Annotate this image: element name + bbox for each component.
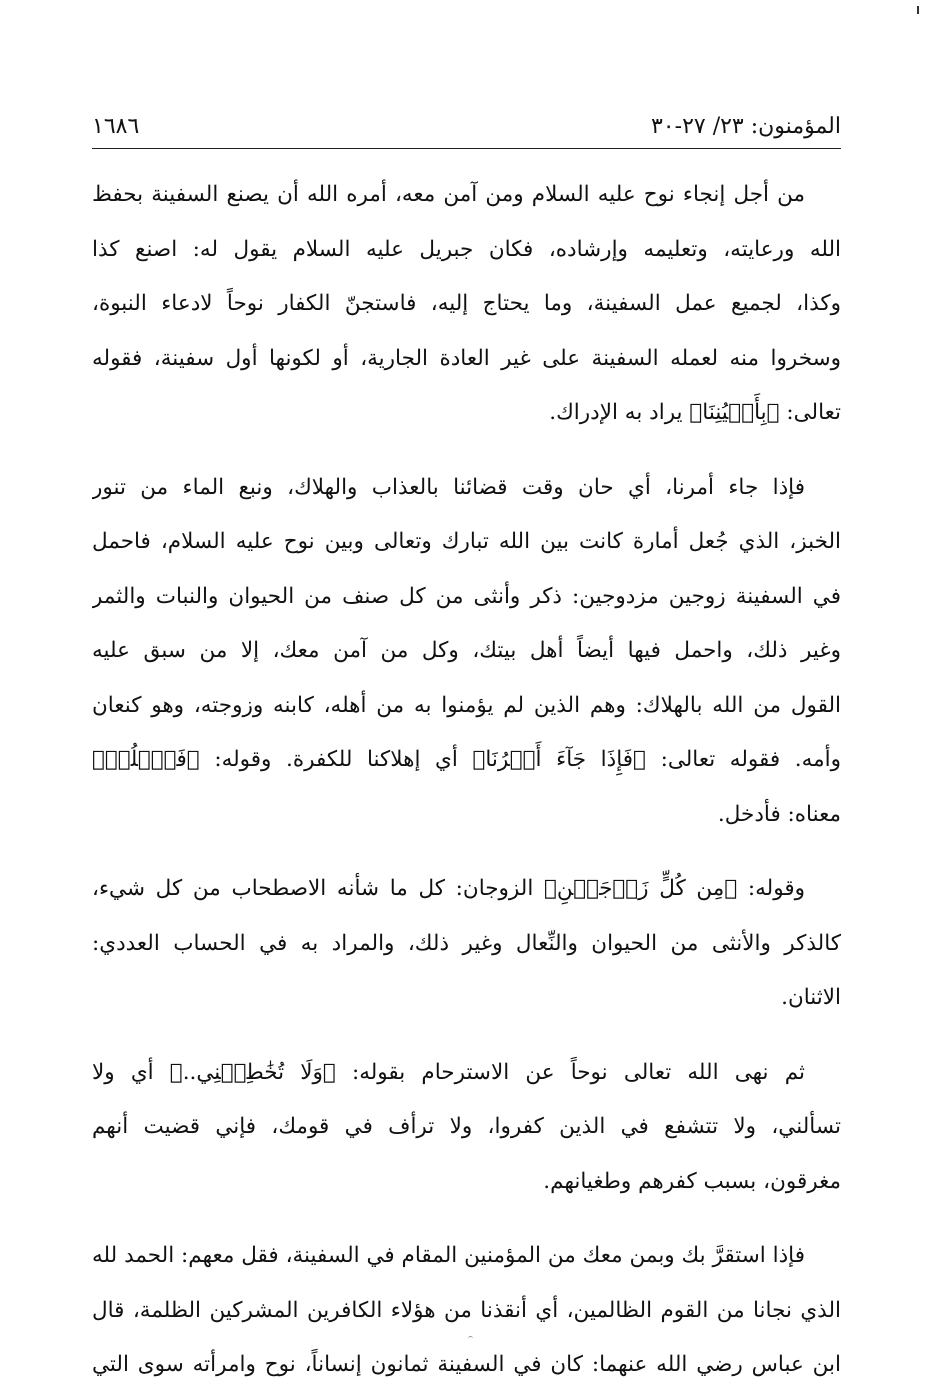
text-line: وغير ذلك، واحمل فيها أيضاً أهل بيتك، وكل من آمن معك، إلا من سبق عليه <box>92 638 841 663</box>
paragraph <box>92 1229 841 1393</box>
page-number: ١٦٨٦ <box>92 114 140 139</box>
text-line: الاثنان. <box>781 985 841 1010</box>
text-line: تسألني، ولا تتشفع في الذين كفروا، ولا ترأف في قومك، فإني قضيت أنهم <box>92 1114 841 1139</box>
running-header <box>92 108 841 144</box>
header-rule <box>92 148 841 149</box>
text-line: وكذا، لجميع عمل السفينة، وما يحتاج إليه، فاستجنّ الكفار نوحاً لادعاء النبوة، <box>92 291 841 316</box>
text-line: القول من الله بالهلاك: وهم الذين لم يؤمنوا به من أهله، كابنه وزوجته، وهو كنعان <box>92 692 841 718</box>
body-text <box>92 168 841 1393</box>
text-line: وقوله: ﴿مِن كُلٍّ زَوۡجَيۡنِ﴾ الزوجان: كل ما شأنه الاصطحاب من كل شيء، <box>92 876 805 901</box>
text-line: ابن عباس رضي الله عنهما: كان في السفينة ثمانون إنساناً، نوح وامرأته سوى التي <box>92 1352 841 1377</box>
scan-mark <box>468 1336 473 1340</box>
text-line: تعالى: ﴿بِأَعۡيُنِنَا﴾ يراد به الإدراك. <box>549 400 841 425</box>
paragraph-gap <box>92 1026 841 1046</box>
text-line: وسخروا منه لعمله السفينة على غير العادة الجارية، أو لكونها أول سفينة، فقوله <box>92 345 841 371</box>
text-line: فإذا جاء أمرنا، أي حان وقت قضائنا بالعذاب والهلاك، ونبع الماء من تنور <box>92 474 805 500</box>
text-line: من أجل إنجاء نوح عليه السلام ومن آمن معه، أمره الله أن يصنع السفينة بحفظ <box>92 182 805 207</box>
scan-mark <box>917 6 919 14</box>
text-line: الذي نجانا من القوم الظالمين، أي أنقذنا من هؤلاء الكافرين المشركين الظلمة، قال <box>92 1297 841 1323</box>
text-line: الخبز، الذي جُعل أمارة كانت بين الله تبارك وتعالى وبين نوح عليه السلام، فاحمل <box>92 529 841 554</box>
text-line: معناه: فأدخل. <box>717 801 841 827</box>
text-line: وأمه. فقوله تعالى: ﴿فَإِذَا جَآءَ أَمۡرُنَا﴾ أي إهلاكنا للكفرة. وقوله: ﴿فَٱسۡلُكۡ﴾ <box>92 747 841 772</box>
paragraph-gap <box>92 842 841 862</box>
paragraph <box>92 461 841 843</box>
text-line: مغرقون، بسبب كفرهم وطغيانهم. <box>543 1168 841 1194</box>
paragraph <box>92 1046 841 1210</box>
text-line: كالذكر والأنثى من الحيوان والنِّعال وغير ذلك، والمراد به في الحساب العددي: <box>92 930 841 956</box>
text-line: الله ورعايته، وتعليمه وإرشاده، فكان جبريل عليه السلام يقول له: اصنع كذا <box>92 236 841 262</box>
text-line: ثم نهى الله تعالى نوحاً عن الاسترحام بقوله: ﴿وَلَا تُخَٰطِبۡنِي..﴾ أي ولا <box>92 1059 805 1085</box>
paragraph <box>92 862 841 1026</box>
paragraph-gap <box>92 1209 841 1229</box>
paragraph <box>92 168 841 441</box>
chapter-reference: المؤمنون: ٢٣/ ٢٧-٣٠ <box>650 114 841 139</box>
text-line: فإذا استقرَّ بك وبمن معك من المؤمنين المقام في السفينة، فقل معهم: الحمد لله <box>92 1243 805 1268</box>
text-line: في السفينة زوجين مزدوجين: ذكر وأنثى من كل صنف من الحيوان والنبات والثمر <box>92 583 841 609</box>
paragraph-gap <box>92 441 841 461</box>
